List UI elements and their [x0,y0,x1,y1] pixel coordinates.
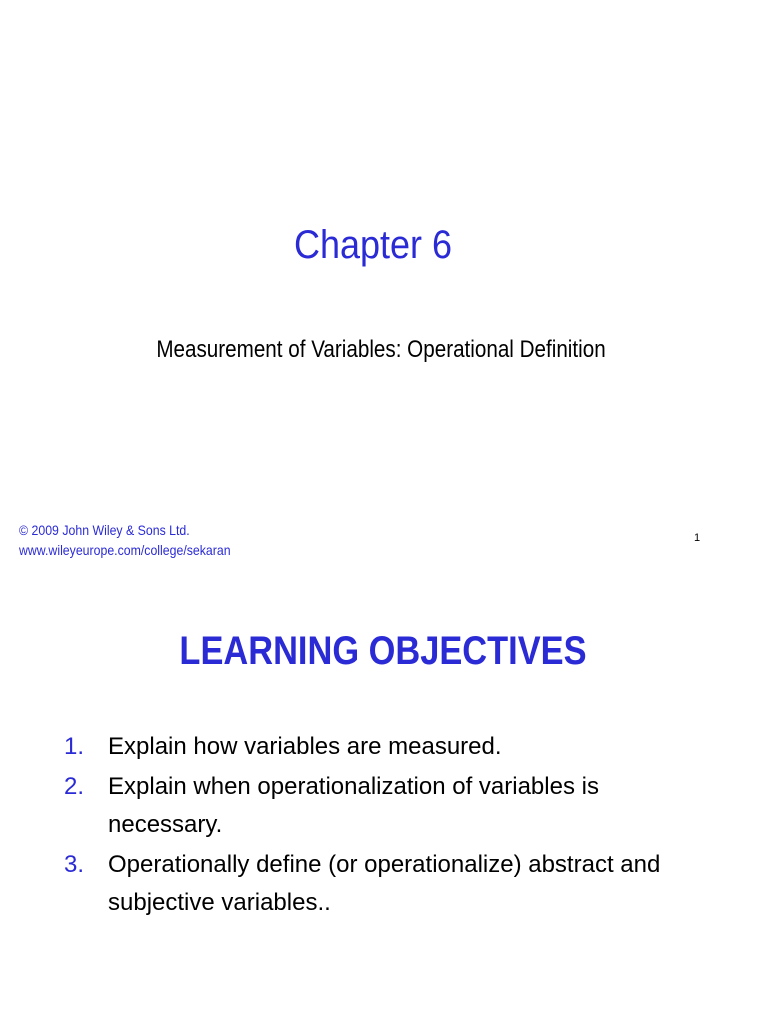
copyright-line: © 2009 John Wiley & Sons Ltd. [19,522,190,538]
publisher-url: www.wileyeurope.com/college/sekaran [19,542,231,558]
objectives-list [64,728,704,924]
slide-learning-objectives [0,576,768,1024]
list-item-text: Explain when operationalization of variables is necessary. [108,773,599,838]
list-item [64,768,704,844]
chapter-title: Chapter 6 [293,223,453,267]
page-number: 1 [694,532,701,544]
list-item-text: Explain how variables are measured. [108,733,502,760]
list-item-text: Operationally define (or operationalize) abstract and subjective variables.. [108,851,661,916]
chapter-subtitle: Measurement of Variables: Operational Definition [156,336,606,363]
copyright-notice [19,520,231,560]
list-item [64,846,704,922]
list-item-number: 1. [64,733,85,760]
list-item-number: 2. [64,773,85,800]
list-item [64,728,704,766]
list-item-number: 3. [64,851,85,878]
objectives-title: LEARNING OBJECTIVES [179,629,587,673]
